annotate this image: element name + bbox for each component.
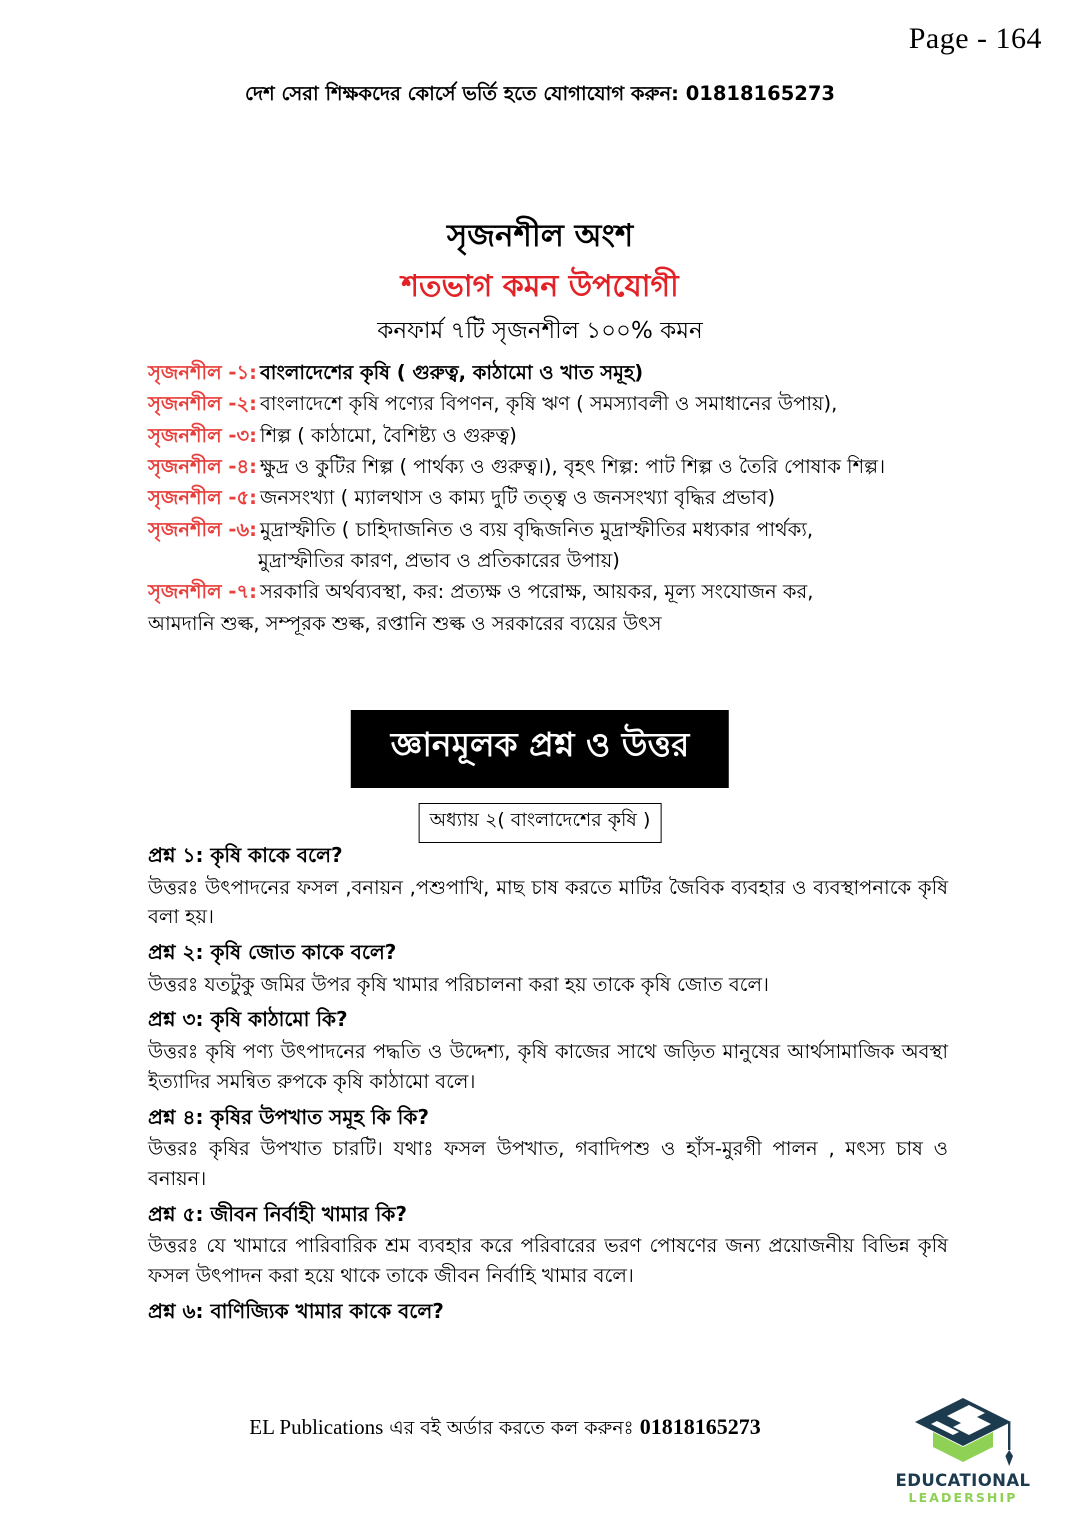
- creative-question-continuation: মুদ্রাস্ফীতির কারণ, প্রভাব ও প্রতিকারের উপায়): [258, 549, 620, 573]
- creative-question-tag: সৃজনশীল -৩:: [148, 423, 257, 447]
- qa-answer: উত্তরঃ যতটুকু জমির উপর কৃষি খামার পরিচালনা করা হয় তাকে কৃষি জোত বলে।: [148, 972, 770, 996]
- qa-list: [148, 842, 948, 1328]
- logo-subtitle: LEADERSHIP: [908, 1490, 1018, 1506]
- qa-question: প্রশ্ন ৩: কৃষি কাঠামো কি?: [148, 1007, 348, 1032]
- creative-question-text: বাংলাদেশের কৃষি ( গুরুত্ব, কাঠামো ও খাত সমূহ): [259, 361, 644, 384]
- creative-question-text: জনসংখ্যা ( ম্যালথাস ও কাম্য দুটি তত্ত্ব ও জনসংখ্যা বৃদ্ধির প্রভাব): [259, 486, 776, 510]
- creative-question-tag: সৃজনশীল -৭:: [148, 580, 257, 604]
- creative-question-text: সরকারি অর্থব্যবস্থা, কর: প্রত্যক্ষ ও পরোক্ষ, আয়কর, মূল্য সংযোজন কর,: [259, 580, 814, 604]
- creative-question-text: শিল্প ( কাঠামো, বৈশিষ্ট্য ও গুরুত্ব): [259, 423, 517, 447]
- logo-name: EDUCATIONAL: [895, 1471, 1031, 1491]
- creative-question-tag: সৃজনশীল -৪:: [148, 455, 257, 479]
- qa-question: প্রশ্ন ৪: কৃষির উপখাত সমূহ কি কি?: [148, 1104, 429, 1129]
- footer-phone: 01818165273: [639, 1414, 761, 1439]
- creative-question-text: ক্ষুদ্র ও কুটির শিল্প ( পার্থক্য ও গুরুত্ব।), বৃহৎ শিল্প: পাট শিল্প ও তৈরি পোষাক শিল্প।: [259, 455, 886, 479]
- qa-question: প্রশ্ন ৫: জীবন নির্বাহী খামার কি?: [148, 1201, 407, 1226]
- qa-answer: উত্তরঃ যে খামারে পারিবারিক শ্রম ব্যবহার করে পরিবারের ভরণ পোষণের জন্য প্রয়োজনীয় বিভিন্ন কৃষি ফসল উৎপাদন করা হয়ে থাকে তাকে জীবন নির্বাহি খামার বলে।: [148, 1234, 948, 1287]
- logo: [888, 1394, 1038, 1506]
- creative-question-tag: সৃজনশীল -৫:: [148, 486, 257, 510]
- creative-question-item: [148, 517, 948, 542]
- creative-question-tag: সৃজনশীল -৬:: [148, 517, 257, 541]
- section-title: সৃজনশীল অংশ: [446, 218, 634, 254]
- creative-question-text: বাংলাদেশে কৃষি পণ্যের বিপণন, কৃষি ঋণ ( সমস্যাবলী ও সমাধানের উপায়),: [259, 392, 838, 416]
- qa-answer: উত্তরঃ কৃষির উপখাত চারটি। যথাঃ ফসল উপখাত, গবাদিপশু ও হাঁস-মুরগী পালন , মৎস্য চাষ ও বনায়ন।: [148, 1137, 948, 1190]
- footer-order-text: এর বই অর্ডার করতে কল করুনঃ: [383, 1417, 640, 1439]
- creative-question-continuation: আমদানি শুল্ক, সম্পূরক শুল্ক, রপ্তানি শুল্ক ও সরকারের ব্যয়ের উৎস: [148, 611, 662, 635]
- creative-question-item: [148, 579, 948, 604]
- creative-question-item: [148, 454, 948, 479]
- footer-publisher: EL Publications: [249, 1415, 384, 1439]
- contact-banner: দেশ সেরা শিক্ষকদের কোর্সে ভর্তি হতে যোগাযোগ করুন: 01818165273: [245, 82, 835, 105]
- creative-questions-list: [148, 360, 948, 642]
- qa-answer: উত্তরঃ কৃষি পণ্য উৎপাদনের পদ্ধতি ও উদ্দেশ্য, কৃষি কাজের সাথে জড়িত মানুষের আর্থসামাজিক অবস্থা ইত্যাদির সমন্বিত রুপকে কৃষি কাঠামো বলে।: [148, 1040, 948, 1093]
- creative-question-item: [148, 423, 948, 448]
- page-number: Page - 164: [908, 22, 1042, 55]
- graduation-cap-icon: [907, 1394, 1019, 1468]
- section-subtitle: কনফার্ম ৭টি সৃজনশীল ১০০% কমন: [377, 318, 703, 344]
- qa-question: প্রশ্ন ১: কৃষি কাকে বলে?: [148, 843, 343, 867]
- qa-question: প্রশ্ন ৬: বাণিজ্যিক খামার কাকে বলে?: [148, 1298, 444, 1323]
- chapter-label: অধ্যায় ২( বাংলাদেশের কৃষি ): [419, 803, 662, 843]
- creative-question-item: [148, 391, 948, 416]
- creative-question-tag: সৃজনশীল -১:: [148, 361, 257, 384]
- creative-question-item: [148, 485, 948, 510]
- creative-question-tag: সৃজনশীল -২:: [148, 392, 257, 416]
- creative-question-item: [148, 360, 948, 385]
- qa-question: প্রশ্ন ২: কৃষি জোত কাকে বলে?: [148, 940, 397, 965]
- knowledge-qa-banner: জ্ঞানমূলক প্রশ্ন ও উত্তর: [351, 710, 729, 788]
- qa-answer: উত্তরঃ উৎপাদনের ফসল ,বনায়ন ,পশুপাখি, মাছ চাষ করতে মাটির জৈবিক ব্যবহার ও ব্যবস্থাপনাকে কৃষি বলা হয়।: [148, 875, 948, 929]
- section-subtitle-red: শতভাগ কমন উপযোগী: [401, 269, 679, 304]
- creative-question-text: মুদ্রাস্ফীতি ( চাহিদাজনিত ও ব্যয় বৃদ্ধিজনিত মুদ্রাস্ফীতির মধ্যকার পার্থক্য,: [259, 517, 814, 541]
